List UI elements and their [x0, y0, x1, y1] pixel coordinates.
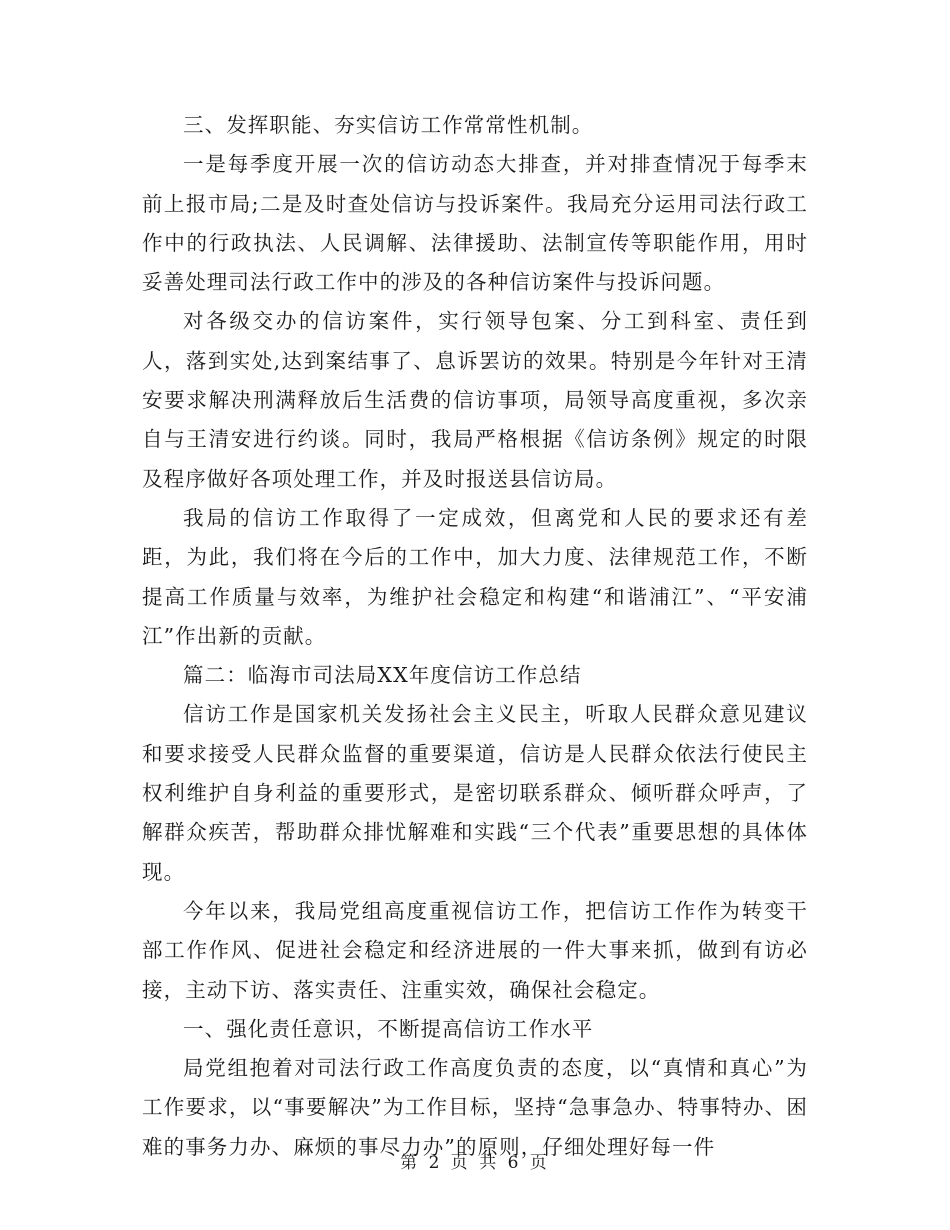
body-text: [142, 106, 808, 1167]
paragraph: 信访工作是国家机关发扬社会主义民主，听取人民群众意见建议和要求接受人民群众监督的重要渠道，信访是人民群众依法行使民主权利维护自身利益的重要形式，是密切联系群众、倾听群众呼声，了解群众疾苦，帮助群众排忧解难和实践“三个代表”重要思想的具体体现。: [142, 702, 808, 884]
paragraph: 对各级交办的信访案件，实行领导包案、分工到科室、责任到人，落到实处,达到案结事了、息诉罢访的效果。特别是今年针对王清安要求解决刑满释放后生活费的信访事项，局领导高度重视，多次亲自与王清安进行约谈。同时，我局严格根据《信访条例》规定的时限及程序做好各项处理工作，并及时报送县信访局。: [142, 309, 808, 491]
section-heading-3: 三、发挥职能、夯实信访工作常常性机制。: [183, 113, 594, 137]
section-heading-1: 一、强化责任意识，不断提高信访工作水平: [183, 1016, 594, 1041]
paragraph: 一是每季度开展一次的信访动态大排查，并对排查情况于每季末前上报市局;二是及时查处信访与投诉案件。我局充分运用司法行政工作中的行政执法、人民调解、法律援助、法制宣传等职能作用，用时妥善处理司法行政工作中的涉及的各种信访案件与投诉问题。: [142, 152, 808, 295]
article-title: 篇二：临海市司法局XX年度信访工作总结: [183, 663, 582, 688]
page-number-footer: 第 2 页 共 6 页: [400, 1153, 550, 1173]
paragraph: 今年以来，我局党组高度重视信访工作，把信访工作作为转变干部工作作风、促进社会稳定和经济进展的一件大事来抓，做到有访必接，主动下访、落实责任、注重实效，确保社会稳定。: [142, 898, 808, 1002]
paragraph: 我局的信访工作取得了一定成效，但离党和人民的要求还有差距，为此，我们将在今后的工作中，加大力度、法律规范工作，不断提高工作质量与效率，为维护社会稳定和构建“和谐浦江”、“平安浦江”作出新的贡献。: [142, 505, 808, 648]
paragraph: 局党组抱着对司法行政工作高度负责的态度，以“真情和真心”为工作要求，以“事要解决”为工作目标，坚持“急事急办、特事特办、困难的事务力办、麻烦的事尽力办”的原则，仔细处理好每一件: [142, 1056, 808, 1159]
